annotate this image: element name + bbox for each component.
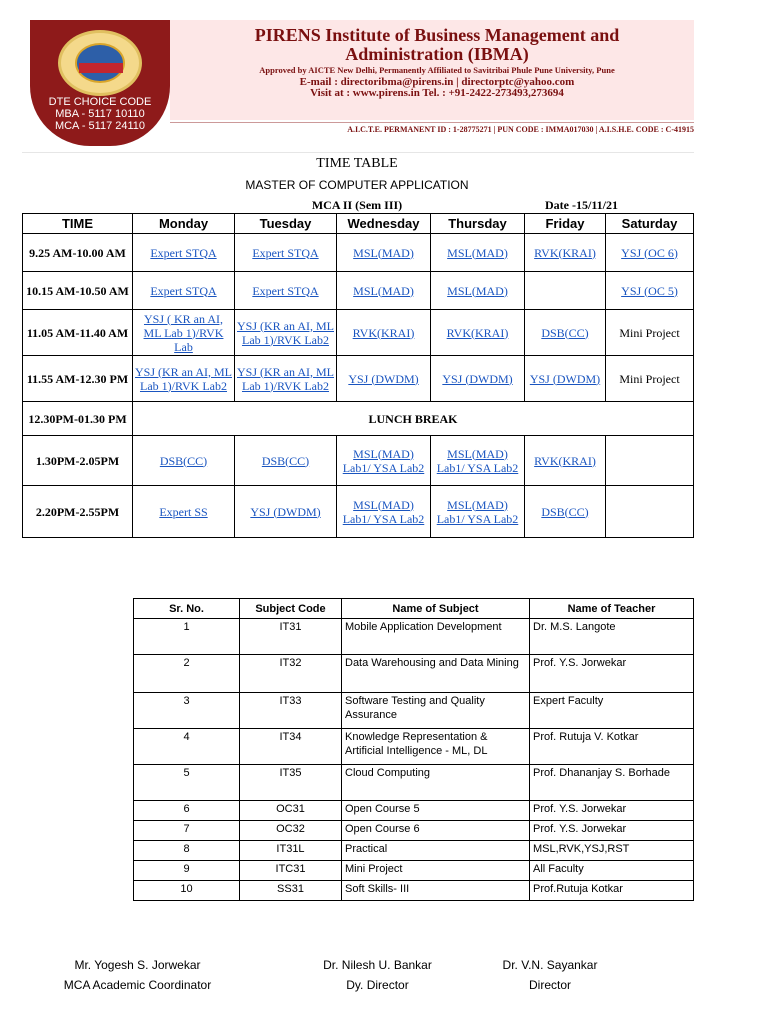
- session-link[interactable]: YSJ (KR an AI, ML Lab 1)/RVK Lab2: [135, 364, 233, 393]
- subject-code-cell: IT35: [240, 765, 342, 801]
- session-cell-monday: [133, 436, 235, 486]
- approval-text: Approved by AICTE New Delhi, Permanently Affiliated to Savitribai Phule Pune University, Pune: [259, 65, 615, 75]
- subject-name-cell: Mini Project: [342, 861, 530, 881]
- session-cell-wednesday: [337, 310, 431, 356]
- session-cell-wednesday: [337, 272, 431, 310]
- subject-name-cell: Software Testing and Quality Assurance: [342, 693, 530, 729]
- session-cell-saturday: [606, 272, 694, 310]
- dte-mca-code: MCA - 5117 24110: [54, 120, 146, 132]
- time-slot: 11.55 AM-12.30 PM: [23, 356, 133, 402]
- logo-panel: [30, 20, 170, 146]
- subject-name-cell: Data Warehousing and Data Mining: [342, 655, 530, 693]
- timetable-row: [23, 402, 694, 436]
- sr-no-cell: 6: [134, 801, 240, 821]
- session-cell-tuesday: [235, 310, 337, 356]
- session-cell-thursday: [431, 436, 525, 486]
- session-cell-thursday: [431, 234, 525, 272]
- session-link[interactable]: YSJ (OC 5): [621, 283, 678, 298]
- session-link[interactable]: MSL(MAD) Lab1/ YSA Lab2: [342, 446, 425, 475]
- session-cell-tuesday: [235, 234, 337, 272]
- time-slot: 9.25 AM-10.00 AM: [23, 234, 133, 272]
- session-cell-saturday: [606, 436, 694, 486]
- teacher-name-cell: Prof. Rutuja V. Kotkar: [530, 729, 694, 765]
- signatory-role: Dy. Director: [346, 978, 409, 992]
- timetable: [22, 213, 694, 538]
- col-header-friday: Friday: [525, 214, 606, 234]
- session-link[interactable]: MSL(MAD): [447, 245, 508, 260]
- dte-mba-code: MBA - 5117 10110: [55, 108, 145, 120]
- time-slot: 1.30PM-2.05PM: [23, 436, 133, 486]
- teacher-name-cell: Prof.Rutuja Kotkar: [530, 881, 694, 901]
- logo-ribbon-icon: [79, 63, 123, 73]
- subject-name-cell: Soft Skills- III: [342, 881, 530, 901]
- session-link[interactable]: DSB(CC): [261, 453, 310, 468]
- signatory-name: Dr. V.N. Sayankar: [502, 958, 598, 972]
- session-cell-wednesday: [337, 356, 431, 402]
- subject-row: [134, 619, 694, 655]
- subject-name-cell: Knowledge Representation & Artificial Intelligence - ML, DL: [342, 729, 530, 765]
- subject-row: [134, 841, 694, 861]
- timetable-row: [23, 436, 694, 486]
- teacher-name-cell: All Faculty: [530, 861, 694, 881]
- subject-code-cell: OC32: [240, 821, 342, 841]
- col-header-teacher: Name of Teacher: [530, 599, 694, 619]
- sr-no-cell: 9: [134, 861, 240, 881]
- subject-code-cell: IT34: [240, 729, 342, 765]
- contact-info: [180, 77, 694, 99]
- sr-no-cell: 1: [134, 619, 240, 655]
- subject-row: [134, 801, 694, 821]
- sr-no-cell: 4: [134, 729, 240, 765]
- session-link[interactable]: DSB(CC): [541, 504, 589, 519]
- subject-row: [134, 861, 694, 881]
- date-label: Date -15/11/21: [545, 198, 618, 212]
- session-cell-saturday: [606, 234, 694, 272]
- institute-name: [180, 26, 694, 64]
- session-link[interactable]: YSJ ( KR an AI, ML Lab 1)/RVK Lab: [143, 311, 224, 354]
- session-cell-thursday: [431, 356, 525, 402]
- session-cell-wednesday: [337, 486, 431, 538]
- subject-code-cell: ITC31: [240, 861, 342, 881]
- aicte-id-line: A.I.C.T.E. PERMANENT ID : 1-28775271 | PUN CODE : IMMA017030 | A.I.S.H.E. CODE : C-41915: [170, 122, 694, 134]
- session-link[interactable]: MSL(MAD): [447, 283, 508, 298]
- session-cell-monday: [133, 234, 235, 272]
- teacher-name-cell: Expert Faculty: [530, 693, 694, 729]
- session-cell-friday: [525, 356, 606, 402]
- col-header-thursday: Thursday: [431, 214, 525, 234]
- sr-no-cell: 8: [134, 841, 240, 861]
- subject-row: [134, 655, 694, 693]
- col-header-saturday: Saturday: [606, 214, 694, 234]
- session-link[interactable]: MSL(MAD) Lab1/ YSA Lab2: [342, 497, 425, 526]
- session-link[interactable]: RVK(KRAI): [446, 325, 509, 340]
- subject-table: [133, 598, 694, 901]
- class-label: MCA II (Sem III): [311, 198, 403, 212]
- timetable-header-row: [23, 214, 694, 234]
- subject-code-cell: IT32: [240, 655, 342, 693]
- session-link[interactable]: Expert STQA: [150, 245, 217, 260]
- timetable-row: [23, 234, 694, 272]
- session-cell-monday: [133, 310, 235, 356]
- timetable-row: [23, 272, 694, 310]
- session-link[interactable]: MSL(MAD) Lab1/ YSA Lab2: [436, 497, 519, 526]
- subject-name-cell: Open Course 5: [342, 801, 530, 821]
- session-link[interactable]: YSJ (DWDM): [348, 371, 419, 386]
- teacher-name-cell: Prof. Y.S. Jorwekar: [530, 821, 694, 841]
- subject-row: [134, 693, 694, 729]
- subject-code-cell: OC31: [240, 801, 342, 821]
- time-slot: 2.20PM-2.55PM: [23, 486, 133, 538]
- session-cell-wednesday: [337, 234, 431, 272]
- session-link[interactable]: YSJ (DWDM): [442, 371, 513, 386]
- divider: [22, 152, 694, 153]
- visit-text: Visit at : www.pirens.in Tel. : +91-2422-273493,273694: [310, 87, 564, 99]
- signatory-name: Dr. Nilesh U. Bankar: [323, 958, 432, 972]
- session-cell-monday: [133, 356, 235, 402]
- teacher-name-cell: Prof. Y.S. Jorwekar: [530, 655, 694, 693]
- session-link[interactable]: YSJ (DWDM): [250, 504, 321, 519]
- session-cell-thursday: [431, 272, 525, 310]
- signature-director: [490, 955, 610, 995]
- sr-no-cell: 5: [134, 765, 240, 801]
- program-subtitle: MASTER OF COMPUTER APPLICATION: [245, 178, 469, 192]
- session-link[interactable]: Expert SS: [159, 504, 208, 519]
- session-cell-tuesday: [235, 486, 337, 538]
- session-link[interactable]: YSJ (OC 6): [621, 245, 678, 260]
- signatory-role: MCA Academic Coordinator: [63, 978, 212, 992]
- session-link[interactable]: RVK(KRAI): [352, 325, 415, 340]
- subject-row: [134, 881, 694, 901]
- timetable-row: [23, 356, 694, 402]
- session-link[interactable]: YSJ (KR an AI, ML Lab 1)/RVK Lab2: [237, 318, 335, 347]
- subject-header-row: [134, 599, 694, 619]
- session-link[interactable]: RVK(KRAI): [534, 453, 596, 468]
- col-header-time: TIME: [23, 214, 133, 234]
- time-slot: 11.05 AM-11.40 AM: [23, 310, 133, 356]
- subject-row: [134, 729, 694, 765]
- session-cell-saturday: [606, 310, 694, 356]
- email-text: E-mail : directoribma@pirens.in | directorptc@yahoo.com: [299, 76, 575, 88]
- session-cell-friday: [525, 234, 606, 272]
- session-cell-friday: [525, 486, 606, 538]
- timetable-body: [23, 234, 694, 538]
- session-cell-friday: [525, 272, 606, 310]
- session-cell-tuesday: [235, 436, 337, 486]
- subject-row: [134, 765, 694, 801]
- subject-table-body: [134, 619, 694, 901]
- session-link[interactable]: Expert STQA: [252, 283, 319, 298]
- institute-logo: [58, 30, 142, 96]
- sr-no-cell: 7: [134, 821, 240, 841]
- col-header-subject-name: Name of Subject: [342, 599, 530, 619]
- session-cell-monday: [133, 272, 235, 310]
- signature-dy-director: [290, 955, 465, 995]
- subject-code-cell: IT31L: [240, 841, 342, 861]
- signatory-role: Director: [528, 978, 571, 992]
- teacher-name-cell: MSL,RVK,YSJ,RST: [530, 841, 694, 861]
- col-header-monday: Monday: [133, 214, 235, 234]
- subject-name-cell: Open Course 6: [342, 821, 530, 841]
- col-header-sr-no: Sr. No.: [134, 599, 240, 619]
- session-link[interactable]: MSL(MAD): [353, 283, 414, 298]
- session-cell-saturday: [606, 356, 694, 402]
- session-link[interactable]: YSJ (KR an AI, ML Lab 1)/RVK Lab2: [237, 364, 335, 393]
- subject-code-cell: IT31: [240, 619, 342, 655]
- col-header-tuesday: Tuesday: [235, 214, 337, 234]
- subject-name-cell: Practical: [342, 841, 530, 861]
- sr-no-cell: 3: [134, 693, 240, 729]
- sr-no-cell: 2: [134, 655, 240, 693]
- lunch-break-cell: LUNCH BREAK: [133, 402, 694, 436]
- session-cell-thursday: [431, 310, 525, 356]
- session-cell-tuesday: [235, 272, 337, 310]
- signatory-name: Mr. Yogesh S. Jorwekar: [74, 958, 201, 972]
- teacher-name-cell: Prof. Y.S. Jorwekar: [530, 801, 694, 821]
- subject-code-cell: IT33: [240, 693, 342, 729]
- col-header-wednesday: Wednesday: [337, 214, 431, 234]
- session-text: Mini Project: [619, 325, 680, 340]
- time-slot: 10.15 AM-10.50 AM: [23, 272, 133, 310]
- session-text: Mini Project: [619, 371, 680, 386]
- subject-code-cell: SS31: [240, 881, 342, 901]
- session-link[interactable]: RVK(KRAI): [534, 245, 596, 260]
- dte-choice-code-label: DTE CHOICE CODE: [48, 96, 152, 108]
- col-header-subject-code: Subject Code: [240, 599, 342, 619]
- session-link[interactable]: MSL(MAD) Lab1/ YSA Lab2: [436, 446, 519, 475]
- institute-name-line2: Administration (IBMA): [345, 44, 529, 64]
- session-cell-tuesday: [235, 356, 337, 402]
- subject-name-cell: Cloud Computing: [342, 765, 530, 801]
- timetable-row: [23, 310, 694, 356]
- session-cell-thursday: [431, 486, 525, 538]
- signature-coordinator: [40, 955, 235, 995]
- header-banner: [30, 20, 694, 134]
- page-title: TIME TABLE: [316, 156, 398, 171]
- session-cell-friday: [525, 310, 606, 356]
- subject-name-cell: Mobile Application Development: [342, 619, 530, 655]
- time-slot: 12.30PM-01.30 PM: [23, 402, 133, 436]
- session-cell-wednesday: [337, 436, 431, 486]
- session-cell-monday: [133, 486, 235, 538]
- teacher-name-cell: Dr. M.S. Langote: [530, 619, 694, 655]
- timetable-row: [23, 486, 694, 538]
- session-link[interactable]: DSB(CC): [159, 453, 208, 468]
- session-link[interactable]: Expert STQA: [252, 245, 319, 260]
- subject-row: [134, 821, 694, 841]
- session-link[interactable]: MSL(MAD): [353, 245, 414, 260]
- institute-name-line1: PIRENS Institute of Business Management and: [254, 25, 620, 45]
- session-cell-friday: [525, 436, 606, 486]
- session-link[interactable]: DSB(CC): [541, 325, 589, 340]
- session-cell-saturday: [606, 486, 694, 538]
- teacher-name-cell: Prof. Dhananjay S. Borhade: [530, 765, 694, 801]
- session-link[interactable]: Expert STQA: [150, 283, 217, 298]
- session-link[interactable]: YSJ (DWDM): [529, 371, 601, 386]
- sr-no-cell: 10: [134, 881, 240, 901]
